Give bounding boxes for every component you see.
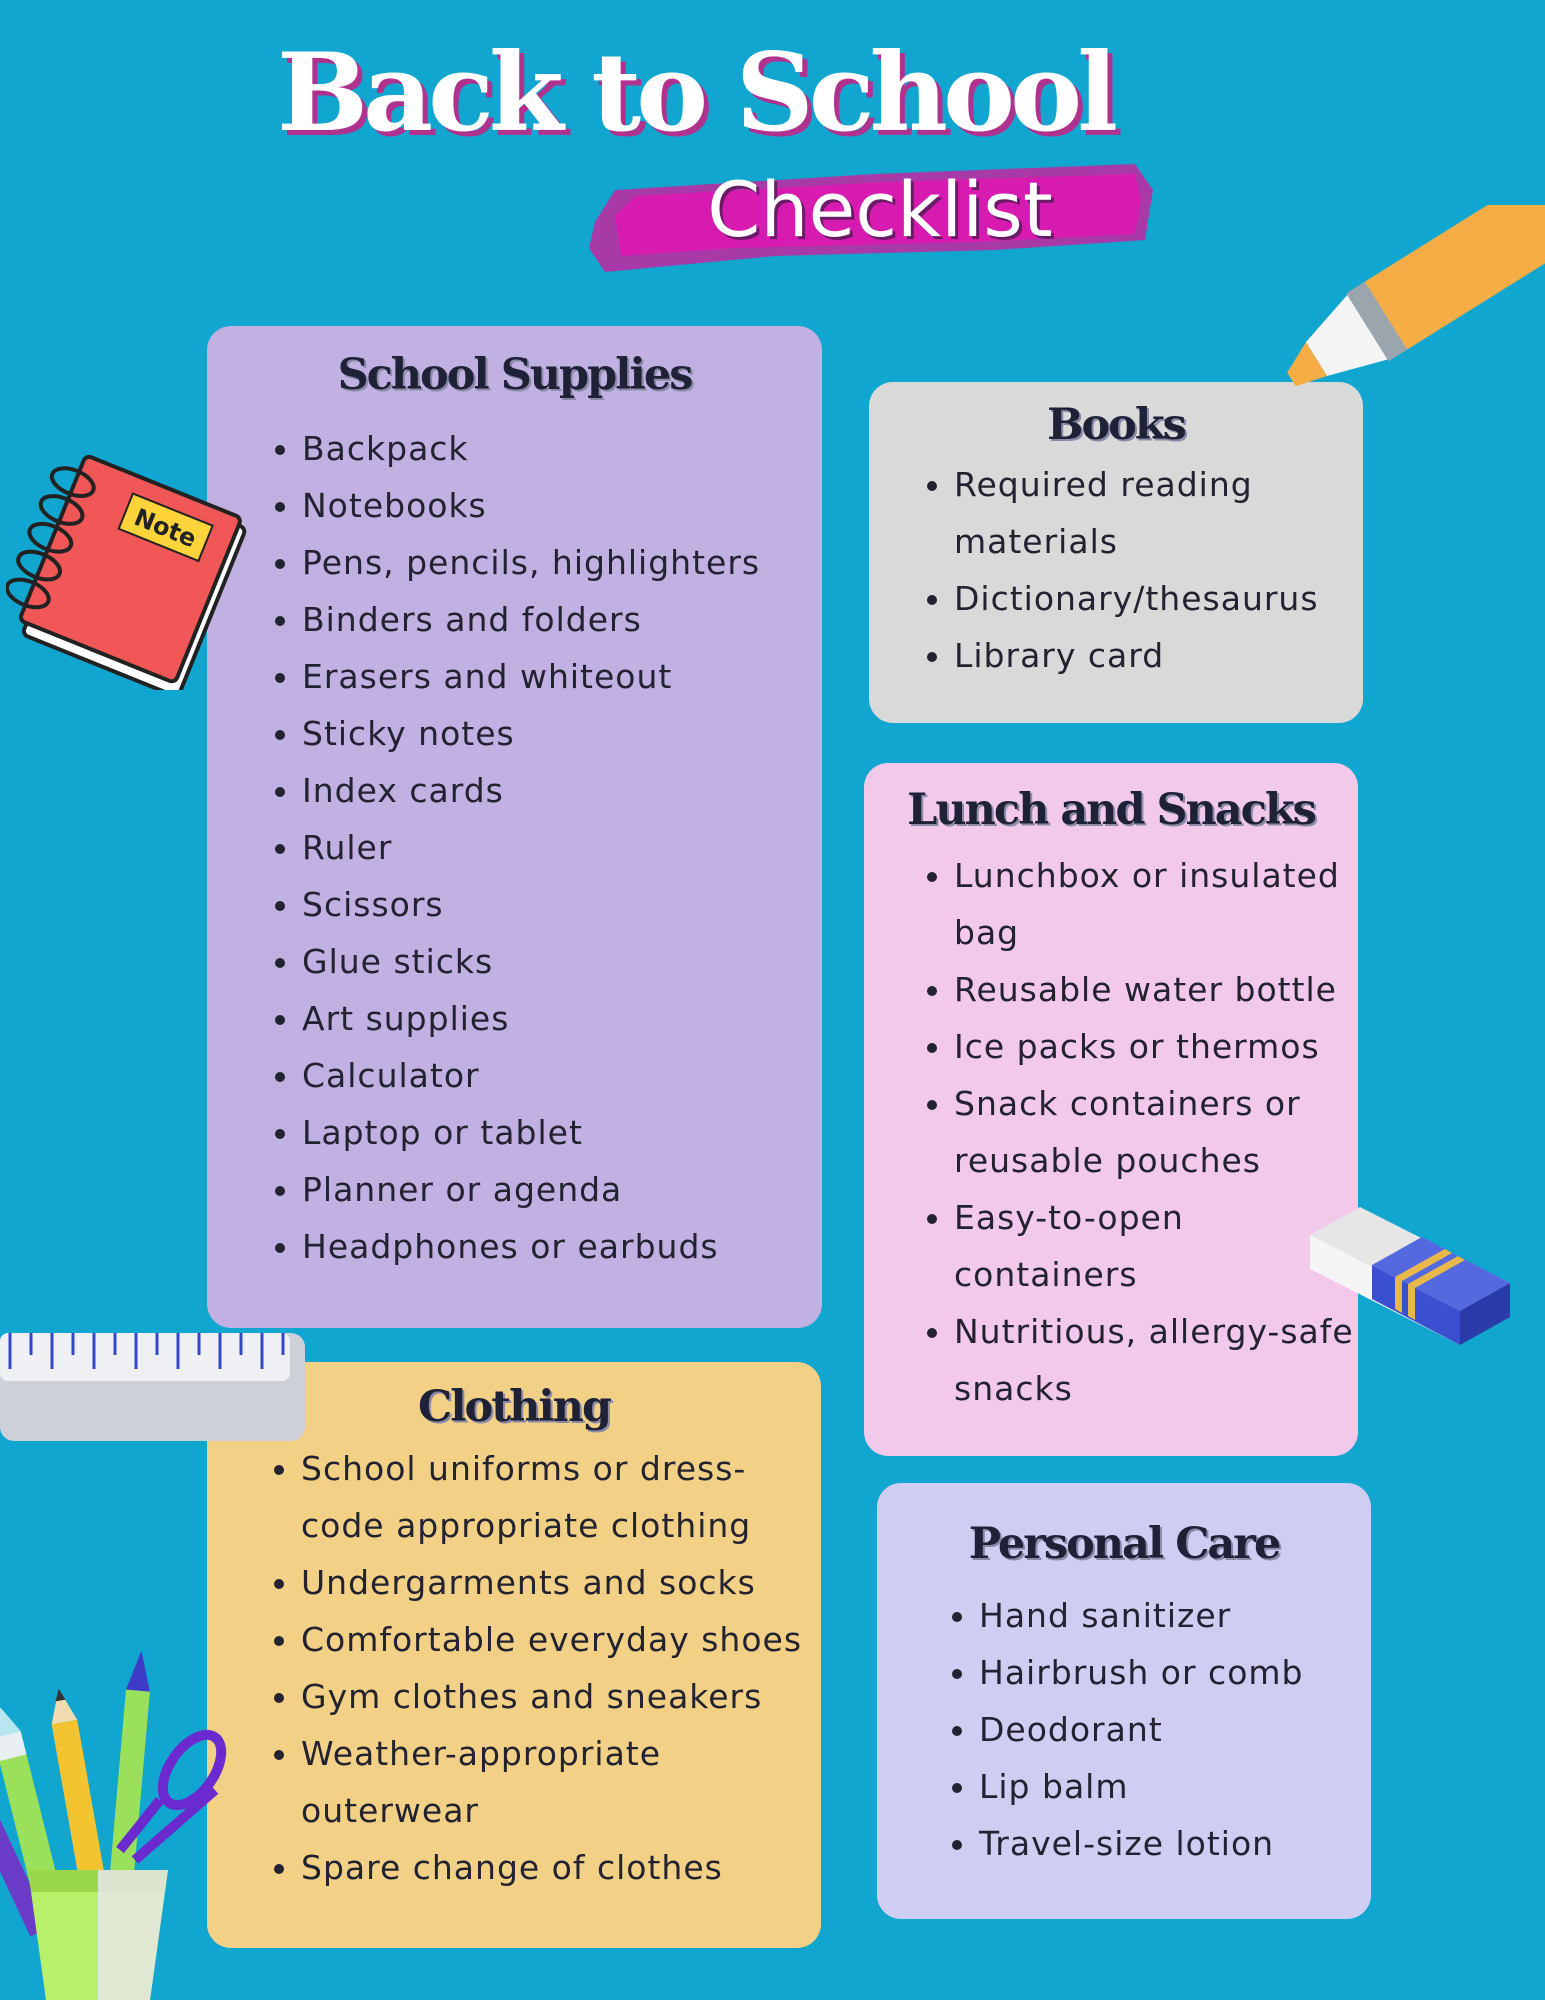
list-item: • Headphones or earbuds [302, 1218, 822, 1275]
list-item: • Backpack [302, 420, 822, 477]
list-item: • Weather-appropriate outerwear [301, 1725, 821, 1839]
list-item: • Gym clothes and sneakers [301, 1668, 821, 1725]
highlighter-icon [1265, 205, 1545, 420]
list-item: • Pens, pencils, highlighters [302, 534, 822, 591]
list-item: • Art supplies [302, 990, 822, 1047]
lunch-snacks-list [864, 847, 1358, 1417]
pencil-cup-icon [0, 1650, 245, 2000]
list-item: • Dictionary/thesaurus [954, 570, 1363, 627]
list-item: • Comfortable everyday shoes [301, 1611, 821, 1668]
list-item: • Planner or agenda [302, 1161, 822, 1218]
svg-text:Note: Note [130, 503, 201, 554]
books-card [869, 382, 1363, 723]
list-item: • Binders and folders [302, 591, 822, 648]
list-item: • Reusable water bottle [954, 961, 1358, 1018]
list-item: • Index cards [302, 762, 822, 819]
list-item: • Travel-size lotion [979, 1815, 1371, 1872]
lunch-snacks-heading: Lunch and Snacks [907, 785, 1315, 835]
list-item: • Erasers and whiteout [302, 648, 822, 705]
list-item: • Notebooks [302, 477, 822, 534]
clothing-heading: Clothing [417, 1382, 611, 1432]
list-item: • Undergarments and socks [301, 1554, 821, 1611]
books-list [869, 456, 1363, 684]
personal-care-list [877, 1587, 1371, 1872]
lunch-snacks-card [864, 763, 1358, 1456]
list-item: • Hairbrush or comb [979, 1644, 1371, 1701]
list-item: • Hand sanitizer [979, 1587, 1371, 1644]
notebook-icon [6, 440, 256, 690]
clothing-list [207, 1440, 821, 1896]
list-item: • Easy-to-open containers [954, 1189, 1358, 1303]
list-item: • Required reading materials [954, 456, 1363, 570]
books-heading: Books [1047, 400, 1185, 450]
list-item: • Deodorant [979, 1701, 1371, 1758]
list-item: • School uniforms or dress-code appropriate clothing [301, 1440, 821, 1554]
list-item: • Spare change of clothes [301, 1839, 821, 1896]
list-item: • Ice packs or thermos [954, 1018, 1358, 1075]
list-item: • Library card [954, 627, 1363, 684]
page-title: Back to School [276, 30, 1114, 156]
page-subtitle: Checklist [707, 165, 1053, 254]
personal-care-card [877, 1483, 1371, 1919]
list-item: • Nutritious, allergy-safe snacks [954, 1303, 1358, 1417]
clothing-card [207, 1362, 821, 1948]
list-item: • Laptop or tablet [302, 1104, 822, 1161]
list-item: • Glue sticks [302, 933, 822, 990]
ruler-icon [0, 1333, 307, 1443]
list-item: • Ruler [302, 819, 822, 876]
list-item: • Calculator [302, 1047, 822, 1104]
list-item: • Lip balm [979, 1758, 1371, 1815]
list-item: • Lunchbox or insulated bag [954, 847, 1358, 961]
school-supplies-card [207, 326, 822, 1328]
list-item: • Scissors [302, 876, 822, 933]
list-item: • Snack containers or reusable pouches [954, 1075, 1358, 1189]
school-supplies-heading: School Supplies [337, 350, 692, 400]
eraser-icon [1300, 1195, 1515, 1365]
personal-care-heading: Personal Care [968, 1519, 1280, 1569]
list-item: • Sticky notes [302, 705, 822, 762]
school-supplies-list [207, 420, 822, 1275]
